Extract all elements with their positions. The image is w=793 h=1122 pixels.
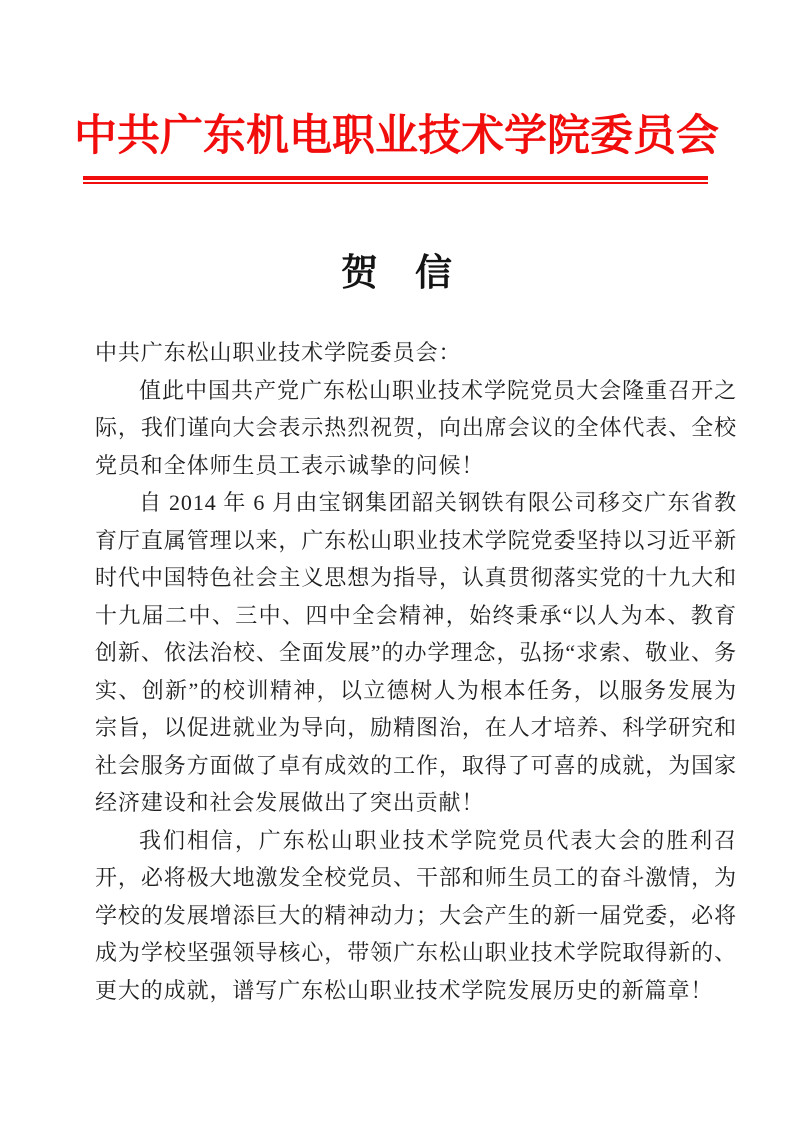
letterhead-org-title: 中共广东机电职业技术学院委员会 (74, 112, 719, 160)
body-paragraph-2: 自 2014 年 6 月由宝钢集团韶关钢铁有限公司移交广东省教育厅直属管理以来，广东松山职业技术学院党委坚持以习近平新时代中国特色社会主义思想为指导，认真贯彻落实党的十九大和十九届二中、三中、四中全会精神，始终秉承“以人为本、教育创新、依法治校、全面发展”的办学理念，弘扬“求索、敬业、务实、创新”的校训精神，以立德树人为根本任务，以服务发展为宗旨，以促进就业为导向，励精图治，在人才培养、科学研究和社会服务方面做了卓有成效的工作，取得了可喜的成就，为国家经济建设和社会发展做出了突出贡献！ (95, 490, 737, 815)
divider-thick-line (83, 176, 708, 180)
letterhead-divider (83, 176, 708, 184)
divider-thin-line (83, 182, 708, 184)
body-paragraph-1: 值此中国共产党广东松山职业技术学院党员大会隆重召开之际，我们谨向大会表示热烈祝贺，向出席会议的全体代表、全校党员和全体师生员工表示诚挚的问候！ (95, 377, 737, 478)
letter-main (0, 251, 793, 1009)
letter-body (95, 334, 737, 1009)
letterhead (0, 0, 793, 184)
document-title: 贺 信 (341, 252, 452, 293)
body-paragraph-3: 我们相信，广东松山职业技术学院党员代表大会的胜利召开，必将极大地激发全校党员、干部和师生员工的奋斗激情，为学校的发展增添巨大的精神动力；大会产生的新一届党委，必将成为学校坚强领导核心，带领广东松山职业技术学院取得新的、更大的成就，谱写广东松山职业技术学院发展历史的新篇章！ (95, 827, 737, 1003)
salutation-line: 中共广东松山职业技术学院委员会： (95, 340, 462, 365)
